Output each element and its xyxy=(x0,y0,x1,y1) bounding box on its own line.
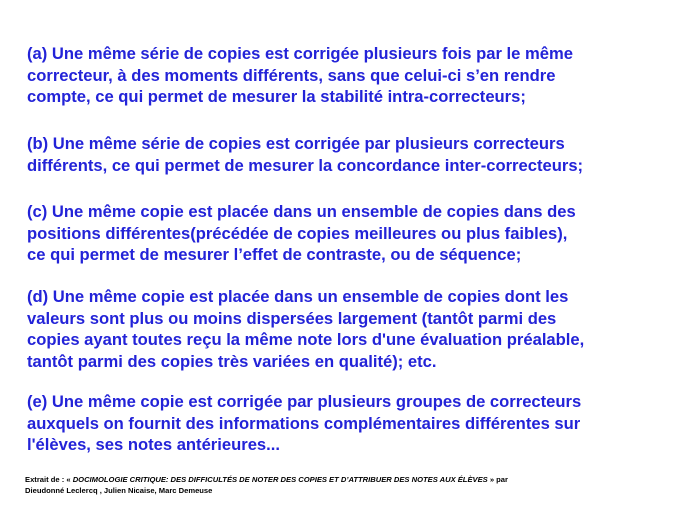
paragraph-b xyxy=(27,133,679,176)
paragraph-d xyxy=(27,286,679,372)
paragraph-a-line-2: correcteur, à des moments différents, sans que celui-ci s’en rendre xyxy=(27,65,556,85)
paragraph-c-line-2: positions différentes(précédée de copies meilleures ou plus faibles), xyxy=(27,223,568,243)
citation-line-1 xyxy=(25,474,685,485)
source-citation xyxy=(25,474,685,496)
citation-prefix: Extrait de : « xyxy=(25,475,73,484)
paragraph-c-line-1: (c) Une même copie est placée dans un ensemble de copies dans des xyxy=(27,202,576,221)
citation-authors: Dieudonné Leclercq , Julien Nicaise, Marc Demeuse xyxy=(25,486,213,495)
paragraph-a-line-3: compte, ce qui permet de mesurer la stabilité intra-correcteurs; xyxy=(27,87,526,106)
paragraph-d-line-2: valeurs sont plus ou moins dispersées largement (tantôt parmi des xyxy=(27,308,557,328)
paragraph-d-line-1: (d) Une même copie est placée dans un ensemble de copies dont les xyxy=(27,287,569,306)
paragraph-a-line-1: (a) Une même série de copies est corrigée plusieurs fois par le même xyxy=(27,44,573,63)
paragraph-c xyxy=(27,201,679,266)
paragraph-e-line-1: (e) Une même copie est corrigée par plusieurs groupes de correcteurs xyxy=(27,392,582,411)
paragraph-b-line-2: différents, ce qui permet de mesurer la concordance inter-correcteurs; xyxy=(27,155,584,175)
paragraph-e-line-3: l'élèves, ses notes antérieures... xyxy=(27,435,280,454)
citation-title: DOCIMOLOGIE CRITIQUE: DES DIFFICULTÉS DE NOTER DES COPIES ET D’ATTRIBUER DES NOTES AUX ÉLÈVES xyxy=(72,475,488,484)
paragraph-e-line-2: auxquels on fournit des informations complémentaires différentes sur xyxy=(27,413,581,433)
paragraph-b-line-1: (b) Une même série de copies est corrigée par plusieurs correcteurs xyxy=(27,134,565,153)
paragraph-a xyxy=(27,43,679,108)
paragraph-d-line-4: tantôt parmi des copies très variées en qualité); etc. xyxy=(27,351,437,371)
paragraph-e xyxy=(27,391,679,456)
citation-suffix: » par xyxy=(487,475,508,484)
paragraph-c-line-3: ce qui permet de mesurer l’effet de contraste, ou de séquence; xyxy=(27,245,522,264)
paragraph-d-line-3: copies ayant toutes reçu la même note lors d'une évaluation préalable, xyxy=(27,330,585,349)
